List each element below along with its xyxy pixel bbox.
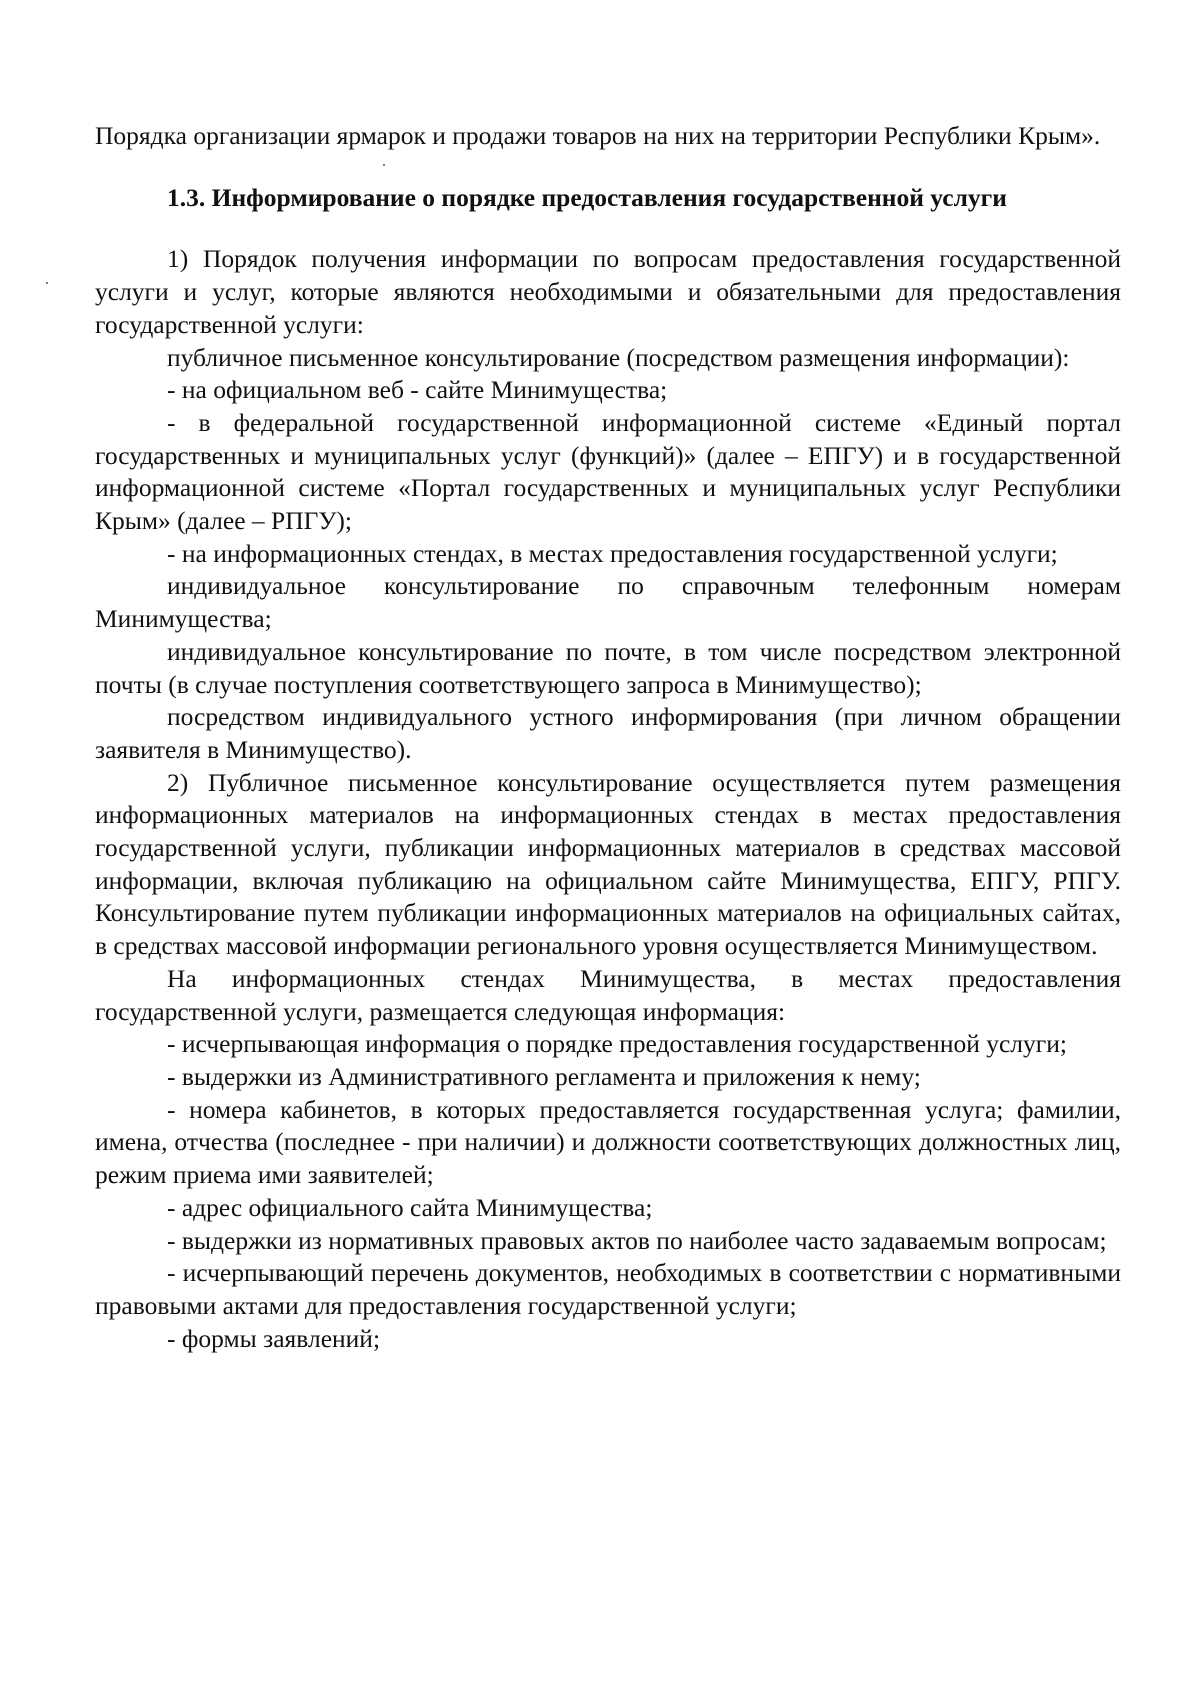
list-item-room-numbers: - номера кабинетов, в которых предоставляется государственная услуга; фамилии, имена, отчества (последнее - при наличии) и должности соответствующих должностных лиц, режим приема ими заявителей;: [95, 1094, 1121, 1190]
paragraph-oral-informing: посредством индивидуального устного информирования (при личном обращении заявителя в Минимущество).: [95, 702, 1121, 764]
list-item-excerpts-regulation: - выдержки из Административного регламента и приложения к нему;: [167, 1061, 921, 1091]
list-item-stands: - на информационных стендах, в местах предоставления государственной услуги;: [167, 538, 1058, 568]
paragraph-mail-consulting: индивидуальное консультирование по почте, в том числе посредством электронной почты (в случае поступления соответствующего запроса в Минимущество);: [95, 636, 1121, 699]
list-item-document-list: - исчерпывающий перечень документов, необходимых в соответствии с нормативными правовыми актами для предоставления государственной услуги;: [95, 1258, 1121, 1320]
document-body: [95, 120, 1121, 1355]
paragraph-item-1: 1) Порядок получения информации по вопросам предоставления государственной услуги и услуг, которые являются необходимыми и обязательными для предоставления государственной услуги:: [95, 244, 1121, 339]
paragraph-phone-consulting: индивидуальное консультирование по справочным телефонным номерам Минимущества;: [95, 571, 1121, 634]
list-item-official-site: - на официальном веб - сайте Минимущества;: [167, 375, 668, 405]
list-item-site-address: - адрес официального сайта Минимущества;: [167, 1192, 653, 1222]
list-item-excerpts-acts: - выдержки из нормативных правовых актов по наиболее часто задаваемым вопросам;: [167, 1225, 1107, 1255]
section-heading: 1.3. Информирование о порядке предоставления государственной услуги: [167, 182, 1007, 212]
list-item-federal-system: - в федеральной государственной информационной системе «Единый портал государственных и муниципальных услуг (функций)» (далее – ЕПГУ) и в государственной информационной системе «Портал государственных и муниципальных услуг Республики Крым» (далее – РПГУ);: [95, 407, 1121, 536]
list-item-exhaustive-info: - исчерпывающая информация о порядке предоставления государственной услуги;: [167, 1029, 1067, 1059]
paragraph-public-written: публичное письменное консультирование (посредством размещения информации):: [167, 342, 1070, 372]
list-item-forms: - формы заявлений;: [167, 1323, 381, 1353]
paragraph-item-2: 2) Публичное письменное консультирование осуществляется путем размещения информационных материалов на информационных стендах в местах предоставления государственной услуги, публикации информационных материалов в средствах массовой информации, включая публикацию на официальном сайте Минимущества, ЕПГУ, РПГУ. Консультирование путем публикации информационных материалов на официальных сайтах, в средствах массовой информации регионального уровня осуществляется Минимуществом.: [95, 767, 1121, 961]
paragraph-intro: Порядка организации ярмарок и продажи товаров на них на территории Республики Крым».: [95, 121, 1101, 150]
scan-artifact-dot: [46, 282, 48, 284]
paragraph-stands-info: На информационных стендах Минимущества, в местах предоставления государственной услуги, размещается следующая информация:: [95, 963, 1121, 1026]
